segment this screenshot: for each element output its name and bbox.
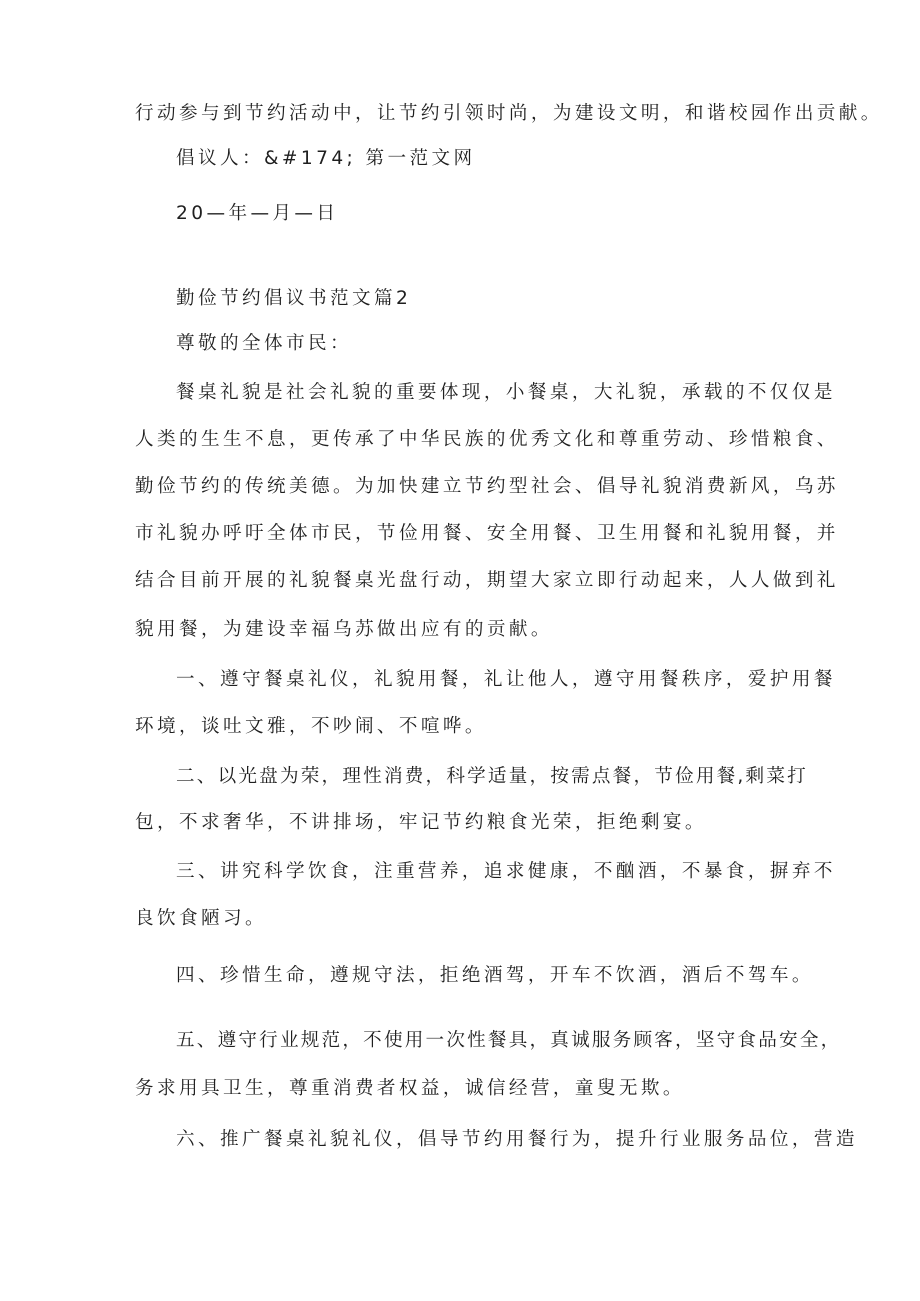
list-item-1: 一、遵守餐桌礼仪，礼貌用餐，礼让他人，遵守用餐秩序，爱护用餐 <box>176 669 836 690</box>
section-heading: 勤俭节约倡议书范文篇2 <box>176 288 412 309</box>
paragraph-line: 市礼貌办呼吁全体市民，节俭用餐、安全用餐、卫生用餐和礼貌用餐，并 <box>135 523 839 544</box>
paragraph-line: 貌用餐，为建设幸福乌苏做出应有的贡献。 <box>135 619 553 640</box>
paragraph-line: 结合目前开展的礼貌餐桌光盘行动，期望大家立即行动起来，人人做到礼 <box>135 570 839 591</box>
list-item-1-cont: 环境，谈吐文雅，不吵闹、不喧哗。 <box>135 716 487 737</box>
date-line: 20—年—月—日 <box>176 203 339 224</box>
list-item-3-cont: 良饮食陋习。 <box>135 908 267 929</box>
list-item-6: 六、推广餐桌礼貌礼仪，倡导节约用餐行为，提升行业服务品位，营造 <box>176 1129 858 1150</box>
paragraph-line: 勤俭节约的传统美德。为加快建立节约型社会、倡导礼貌消费新风，乌苏 <box>135 476 839 497</box>
paragraph-line-closing: 行动参与到节约活动中，让节约引领时尚，为建设文明，和谐校园作出贡献。 <box>135 103 883 124</box>
proposer-line: 倡议人：&#174; 第一范文网 <box>176 148 476 169</box>
list-item-3: 三、讲究科学饮食，注重营养，追求健康，不酗酒，不暴食，摒弃不 <box>176 861 836 882</box>
salutation: 尊敬的全体市民： <box>176 333 352 354</box>
list-item-5: 五、遵守行业规范，不使用一次性餐具，真诚服务顾客，坚守食品安全， <box>176 1030 842 1051</box>
paragraph-line: 人类的生生不息，更传承了中华民族的优秀文化和尊重劳动、珍惜粮食、 <box>135 429 839 450</box>
list-item-2-cont: 包，不求奢华，不讲排场，牢记节约粮食光荣，拒绝剩宴。 <box>135 812 707 833</box>
list-item-5-cont: 务求用具卫生，尊重消费者权益，诚信经营，童叟无欺。 <box>135 1078 685 1099</box>
list-item-4: 四、珍惜生命，遵规守法，拒绝酒驾，开车不饮酒，酒后不驾车。 <box>176 965 814 986</box>
list-item-2: 二、以光盘为荣，理性消费，科学适量，按需点餐，节俭用餐,剩菜打 <box>176 766 808 787</box>
paragraph-line: 餐桌礼貌是社会礼貌的重要体现，小餐桌，大礼貌，承载的不仅仅是 <box>176 382 836 403</box>
